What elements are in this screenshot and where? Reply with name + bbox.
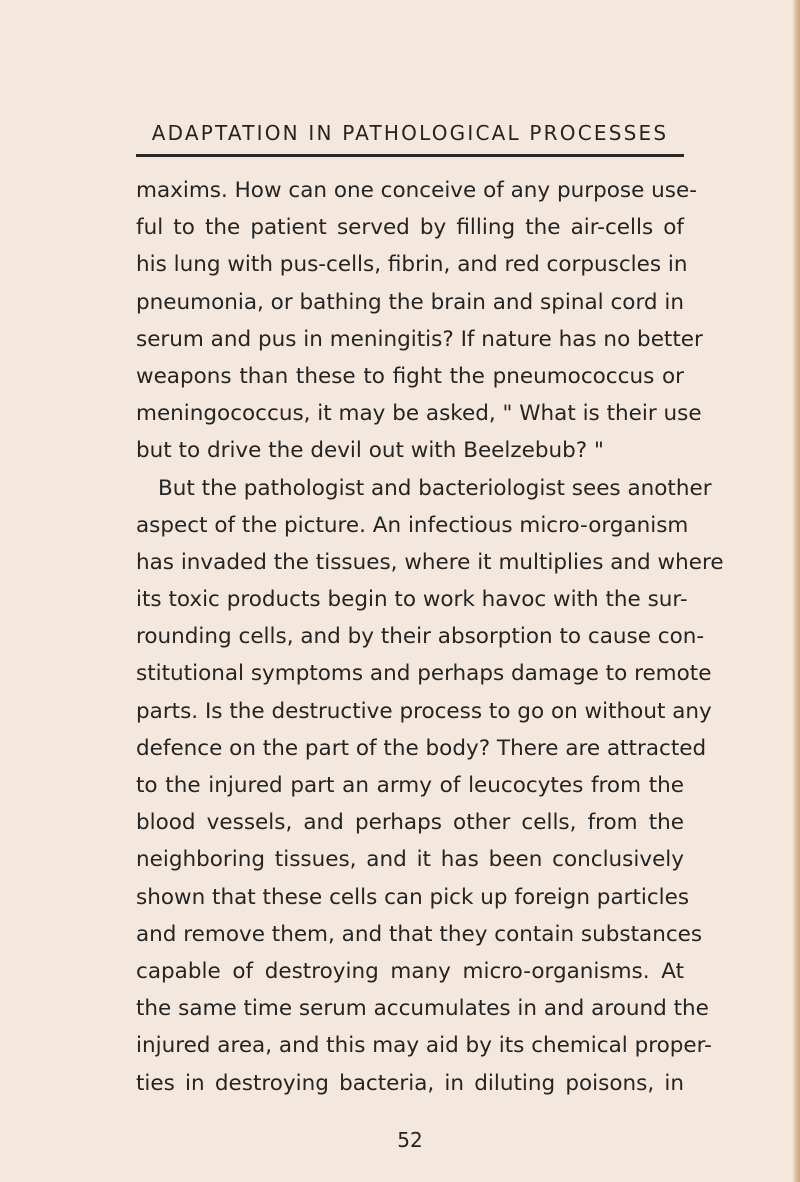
text-line: ties in destroying bacteria, in diluting poisons, in — [136, 1070, 684, 1096]
text-line: neighboring tissues, and it has been conclusively — [136, 847, 684, 873]
text-line: capable of destroying many micro-organisms. At — [136, 958, 684, 984]
text-line: serum and pus in meningitis? If nature has no better — [136, 326, 703, 352]
text-line: his lung with pus-cells, fibrin, and red corpuscles in — [136, 252, 688, 278]
page-number: 52 — [397, 1128, 423, 1152]
text-line: but to drive the devil out with Beelzebub? " — [136, 438, 604, 464]
text-line: shown that these cells can pick up foreign particles — [136, 884, 690, 910]
running-head: ADAPTATION IN PATHOLOGICAL PROCESSES — [151, 121, 669, 145]
text-line: its toxic products begin to work havoc with the sur- — [136, 587, 688, 613]
text-line: injured area, and this may aid by its chemical proper- — [136, 1033, 712, 1059]
text-line: But the pathologist and bacteriologist sees another — [158, 475, 712, 501]
text-line: the same time serum accumulates in and around the — [136, 996, 709, 1022]
text-line: stitutional symptoms and perhaps damage to remote — [136, 661, 712, 687]
text-line: weapons than these to fight the pneumococcus or — [136, 363, 684, 389]
body-text — [136, 172, 724, 1102]
text-line: rounding cells, and by their absorption to cause con- — [136, 624, 705, 650]
text-line: meningococcus, it may be asked, " What is their use — [136, 401, 702, 427]
text-line: maxims. How can one conceive of any purpose use- — [136, 178, 697, 203]
text-line: pneumonia, or bathing the brain and spinal cord in — [136, 289, 684, 315]
text-line: blood vessels, and perhaps other cells, from the — [136, 810, 684, 836]
text-line: and remove them, and that they contain substances — [136, 921, 703, 947]
text-line: aspect of the picture. An infectious micro-organism — [136, 512, 689, 538]
page-edge-shadow — [792, 0, 800, 1182]
text-line: ful to the patient served by filling the air-cells of — [136, 215, 684, 241]
text-line: to the injured part an army of leucocytes from the — [136, 773, 684, 798]
text-line: parts. Is the destructive process to go on without any — [136, 698, 712, 724]
text-line: defence on the part of the body? There are attracted — [136, 735, 707, 761]
header-rule — [136, 154, 684, 157]
text-line: has invaded the tissues, where it multiplies and where — [136, 549, 724, 575]
